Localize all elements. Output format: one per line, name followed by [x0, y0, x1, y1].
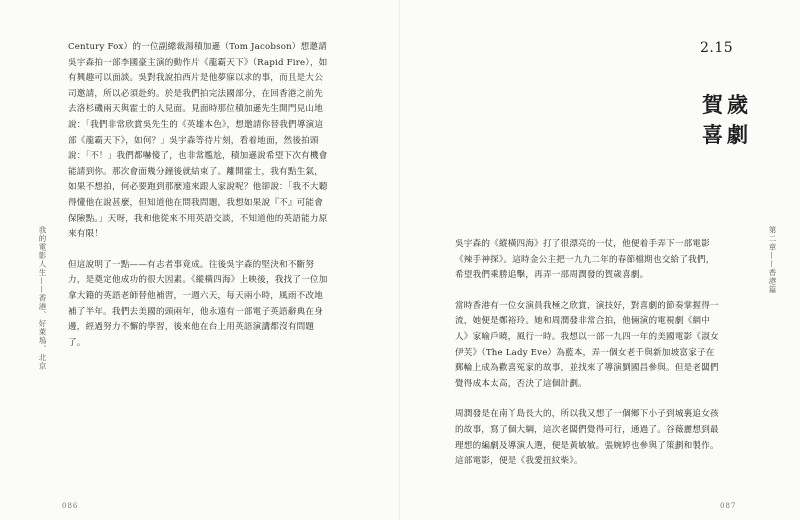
section-number: 2.15 — [700, 40, 734, 56]
right-page — [400, 0, 800, 520]
left-body-text — [68, 40, 330, 366]
chapter-title-line-1: 賀歲 — [702, 92, 752, 117]
chapter-title — [702, 90, 752, 150]
right-paragraph-1: 吳宇森的《縱橫四海》打了很漂亮的一仗，他便着手弄下一部電影《辣手神探》。這時金公主把一九九二年的春節檔期也交給了我們，希望我們乘勝追擊，再弄一部周潤發的賀歲喜劇。 — [455, 239, 715, 281]
chapter-title-line-2: 喜劇 — [702, 122, 752, 147]
right-paragraph-3: 周潤發是在南丫島長大的，所以我又想了一個鄉下小子到城裏追女孩的故事，寫了個大綱，這次老闆們覺得可行，通過了。谷薇麗想到最理想的編劇及導演人選，便是黃敏敏。張婉婷也參與了策劃和製作。這部電影，便是《我愛扭紋柴》。 — [455, 409, 719, 467]
left-page-number: 086 — [62, 502, 79, 510]
right-running-head: 第二章——香港篇 — [768, 226, 777, 294]
left-paragraph-2: 但這說明了一點——有志者事竟成。往後吳宇森的堅決和不斷努力，是奠定他成功的很大因素。《縱橫四海》上映後，我找了一位加拿大籍的英語老師替他補習，一週六天，每天兩小時，風雨不改地補了半年。我們去美國的頭兩年，他永遠有一部電子英語辭典在身邊，經過努力不懈的學習，後來他在台上用英語演講都沒有問題了。 — [68, 259, 328, 348]
right-paragraph-2: 當時香港有一位女演員我極之欣賞，演技好，對喜劇的節奏掌握得一流，她便是鄭裕玲。她和周潤發非常合拍，他倆演的電視劇《網中人》家喻戶曉，風行一時。我想以一部一九四一年的美國電影《淑女伊芙》（The Lady Eve）為藍本，弄一個女老千與新加坡富家子在郵輪上成為歡喜冤家的故事，並找來了導演劉國昌參與。但是老闆們覺得成本太高，否決了這個計劃。 — [455, 300, 719, 389]
right-page-number: 087 — [720, 502, 737, 510]
left-paragraph-1: Century Fox）的一位副總裁湯積加遜（Tom Jacobson）想邀請吳宇森拍一部李國豪主演的動作片《龍霸天下》（Rapid Fire），如有興趣可以面談。吳對我說拍西片是他夢寐以求的事，而且是大公司邀請，所以必須赴約。於是我們拍完法國部分，在回香港之前先去洛杉磯兩天與霍士的人見面。見面時那位積加遜先生開門見山地說：「我們非常欣賞吳先生的《英雄本色》，想邀請你替我們導演這部《龍霸天下》，如何？」吳宇森等待片刻，看着地面，然後拍頭說：「不！」我們都嚇傻了，也非常尷尬，積加遜說希望下次有機會能請到你。那次會面幾分鐘後就結束了。離開霍士，我有點生氣，如果不想拍，何必要跑到那麼遠來跟人家說呢？他卻說：「我不大聽得懂他在說甚麼，但知道他在問我問題，我想如果說『不』可能會保險點。」天呀，我和他從來不用英語交談，不知道他的英語能力原來有限！ — [68, 42, 328, 240]
right-body-text — [455, 237, 720, 485]
left-running-head: 我的電影人生——香港、好萊塢、北京 — [38, 226, 47, 371]
